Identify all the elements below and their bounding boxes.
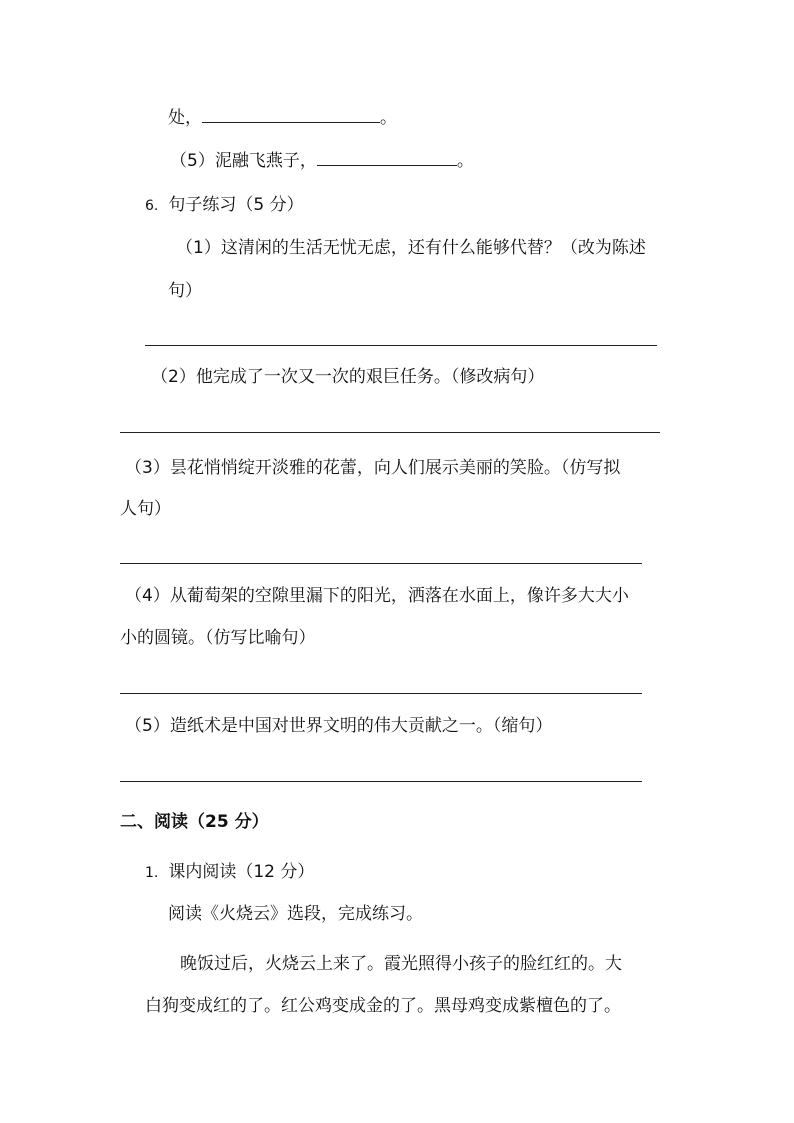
q4-prefix: 处， [168,108,202,128]
q6-item-1-answer-line[interactable] [145,345,657,346]
q6-item-5-line-1: （5）造纸术是中国对世界文明的伟大贡献之一。（缩句） [125,716,553,736]
q6-number: 6. [145,198,159,214]
q6-title: 句子练习（5 分） [168,195,304,215]
passage-line-2: 白狗变成红的了。红公鸡变成金的了。黑母鸡变成紫檀色的了。 [145,996,621,1016]
q6-item-2-answer-line[interactable] [120,432,660,433]
section-2-heading: 二、阅读（25 分） [120,812,269,832]
q6-item-3-line-2: 人句） [120,499,171,519]
q4-blank[interactable] [202,106,380,123]
q5-blank[interactable] [317,149,457,166]
q6-item-4-line-2: 小的圆镜。（仿写比喻句） [120,628,316,648]
reading-q1-instruction: 阅读《火烧云》选段，完成练习。 [168,904,423,924]
q6-heading [145,194,304,217]
q6-item-5-answer-line[interactable] [120,781,642,782]
reading-q1-number: 1. [145,865,159,881]
q6-item-3-line-1: （3）昙花悄悄绽开淡雅的花蕾，向人们展示美丽的笑脸。（仿写拟 [125,458,621,478]
q6-item-1-line-1: （1）这清闲的生活无忧无虑，还有什么能够代替？（改为陈述 [176,238,646,258]
q6-item-1-line-2: 句） [168,281,202,301]
passage-line-1: 晚饭过后，火烧云上来了。霞光照得小孩子的脸红红的。大 [180,954,622,974]
q6-item-4-answer-line[interactable] [120,693,642,694]
reading-q1-title: 课内阅读（12 分） [168,862,315,882]
q6-item-3-answer-line[interactable] [120,563,642,564]
q5-suffix: 。 [456,151,474,171]
q4-answer-line [168,106,397,129]
q5-line [170,149,474,172]
q6-item-2-line-1: （2）他完成了一次又一次的艰巨任务。（修改病句） [151,367,545,387]
q5-prefix: （5）泥融飞燕子， [170,151,317,171]
reading-q1-heading [145,861,314,884]
q6-item-4-line-1: （4）从葡萄架的空隙里漏下的阳光，洒落在水面上，像许多大大小 [125,586,629,606]
q4-suffix: 。 [380,108,397,128]
